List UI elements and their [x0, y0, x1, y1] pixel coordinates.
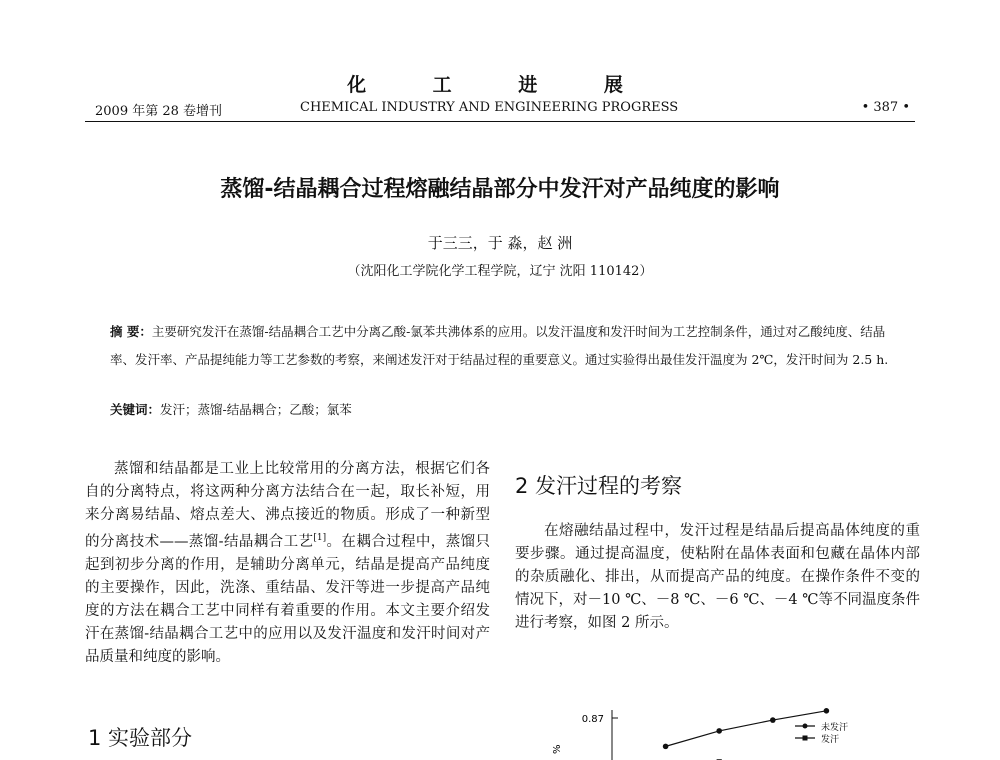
citation-1[interactable]: [1] — [313, 533, 327, 543]
intro-text-b: 。在耦合过程中，蒸馏只起到初步分离的作用，是辅助分离单元，结晶是提高产品纯度的主要操作，因此，洗涤、重结晶、发汗等进一步提高产品纯度的方法在耦合工艺中同样有着重要的作用。本文主要介绍发汗在蒸馏-结晶耦合工艺中的应用以及发汗温度和发汗时间对产品质量和纯度的影响。 — [85, 533, 491, 665]
header-divider — [85, 121, 915, 122]
series-1-point-3 — [770, 717, 776, 723]
y-tick-label: 0.87 — [581, 714, 604, 725]
series-1-point-4 — [824, 708, 830, 714]
legend — [795, 721, 848, 745]
abstract-label: 摘 要： — [110, 324, 152, 339]
series-line-1 — [666, 711, 827, 747]
authors: 于三三，于 淼，赵 洲 — [427, 234, 573, 252]
journal-title-en: CHEMICAL INDUSTRY AND ENGINEERING PROGRESS — [300, 100, 679, 115]
section-2-paragraph: 在熔融结晶过程中，发汗过程是结晶后提高晶体纯度的重要步骤。通过提高温度，使粘附在晶体表面和包藏在晶体内部的杂质融化、排出，从而提高产品的纯度。在操作条件不变的情况下，对－10 ℃、－8 ℃、－6 ℃、－4 ℃等不同温度条件进行考察，如图 2 所示。 — [515, 523, 920, 631]
abstract-text: 主要研究发汗在蒸馏-结晶耦合工艺中分离乙酸-氯苯共沸体系的应用。以发汗温度和发汗时间为工艺控制条件，通过对乙酸纯度、结晶率、发汗率、产品提纯能力等工艺参数的考察，来阐述发汗对于结晶过程的重要意义。通过实验得出最佳发汗温度为 2℃，发汗时间为 2.5 h. — [110, 324, 889, 367]
journal-title-cn: 化 工 进 展 — [347, 74, 653, 96]
issue-label: 2009 年第 28 卷增刊 — [95, 104, 223, 119]
keywords-label: 关键词： — [110, 402, 161, 417]
intro-paragraph — [85, 458, 490, 669]
keywords — [110, 400, 890, 418]
legend-series-2: 发汗 — [821, 735, 840, 745]
series-1-point-1 — [663, 744, 669, 750]
legend-series-1: 未发汗 — [821, 723, 849, 733]
y-axis-label: % — [552, 744, 563, 754]
series-1-point-2 — [716, 728, 722, 734]
page-number: • 387 • — [861, 100, 910, 115]
keywords-text: 发汗；蒸馏-结晶耦合；乙酸；氯苯 — [160, 402, 352, 417]
affiliation: （沈阳化工学院化学工程学院，辽宁 沈阳 110142） — [347, 264, 653, 279]
article-title: 蒸馏-结晶耦合过程熔融结晶部分中发汗对产品纯度的影响 — [220, 177, 780, 202]
figure-2-chart — [520, 690, 940, 760]
intro-text-a: 蒸馏和结晶都是工业上比较常用的分离方法，根据它们各自的分离特点，将这两种分离方法结合在一起，取长补短，用来分离易结晶、熔点差大、沸点接近的物质。形成了一种新型的分离技术——蒸馏-结晶耦合工艺 — [85, 461, 490, 550]
section-1-heading: 1 实验部分 — [88, 726, 193, 750]
section-2-heading: 2 发汗过程的考察 — [515, 474, 683, 498]
abstract — [110, 318, 890, 374]
